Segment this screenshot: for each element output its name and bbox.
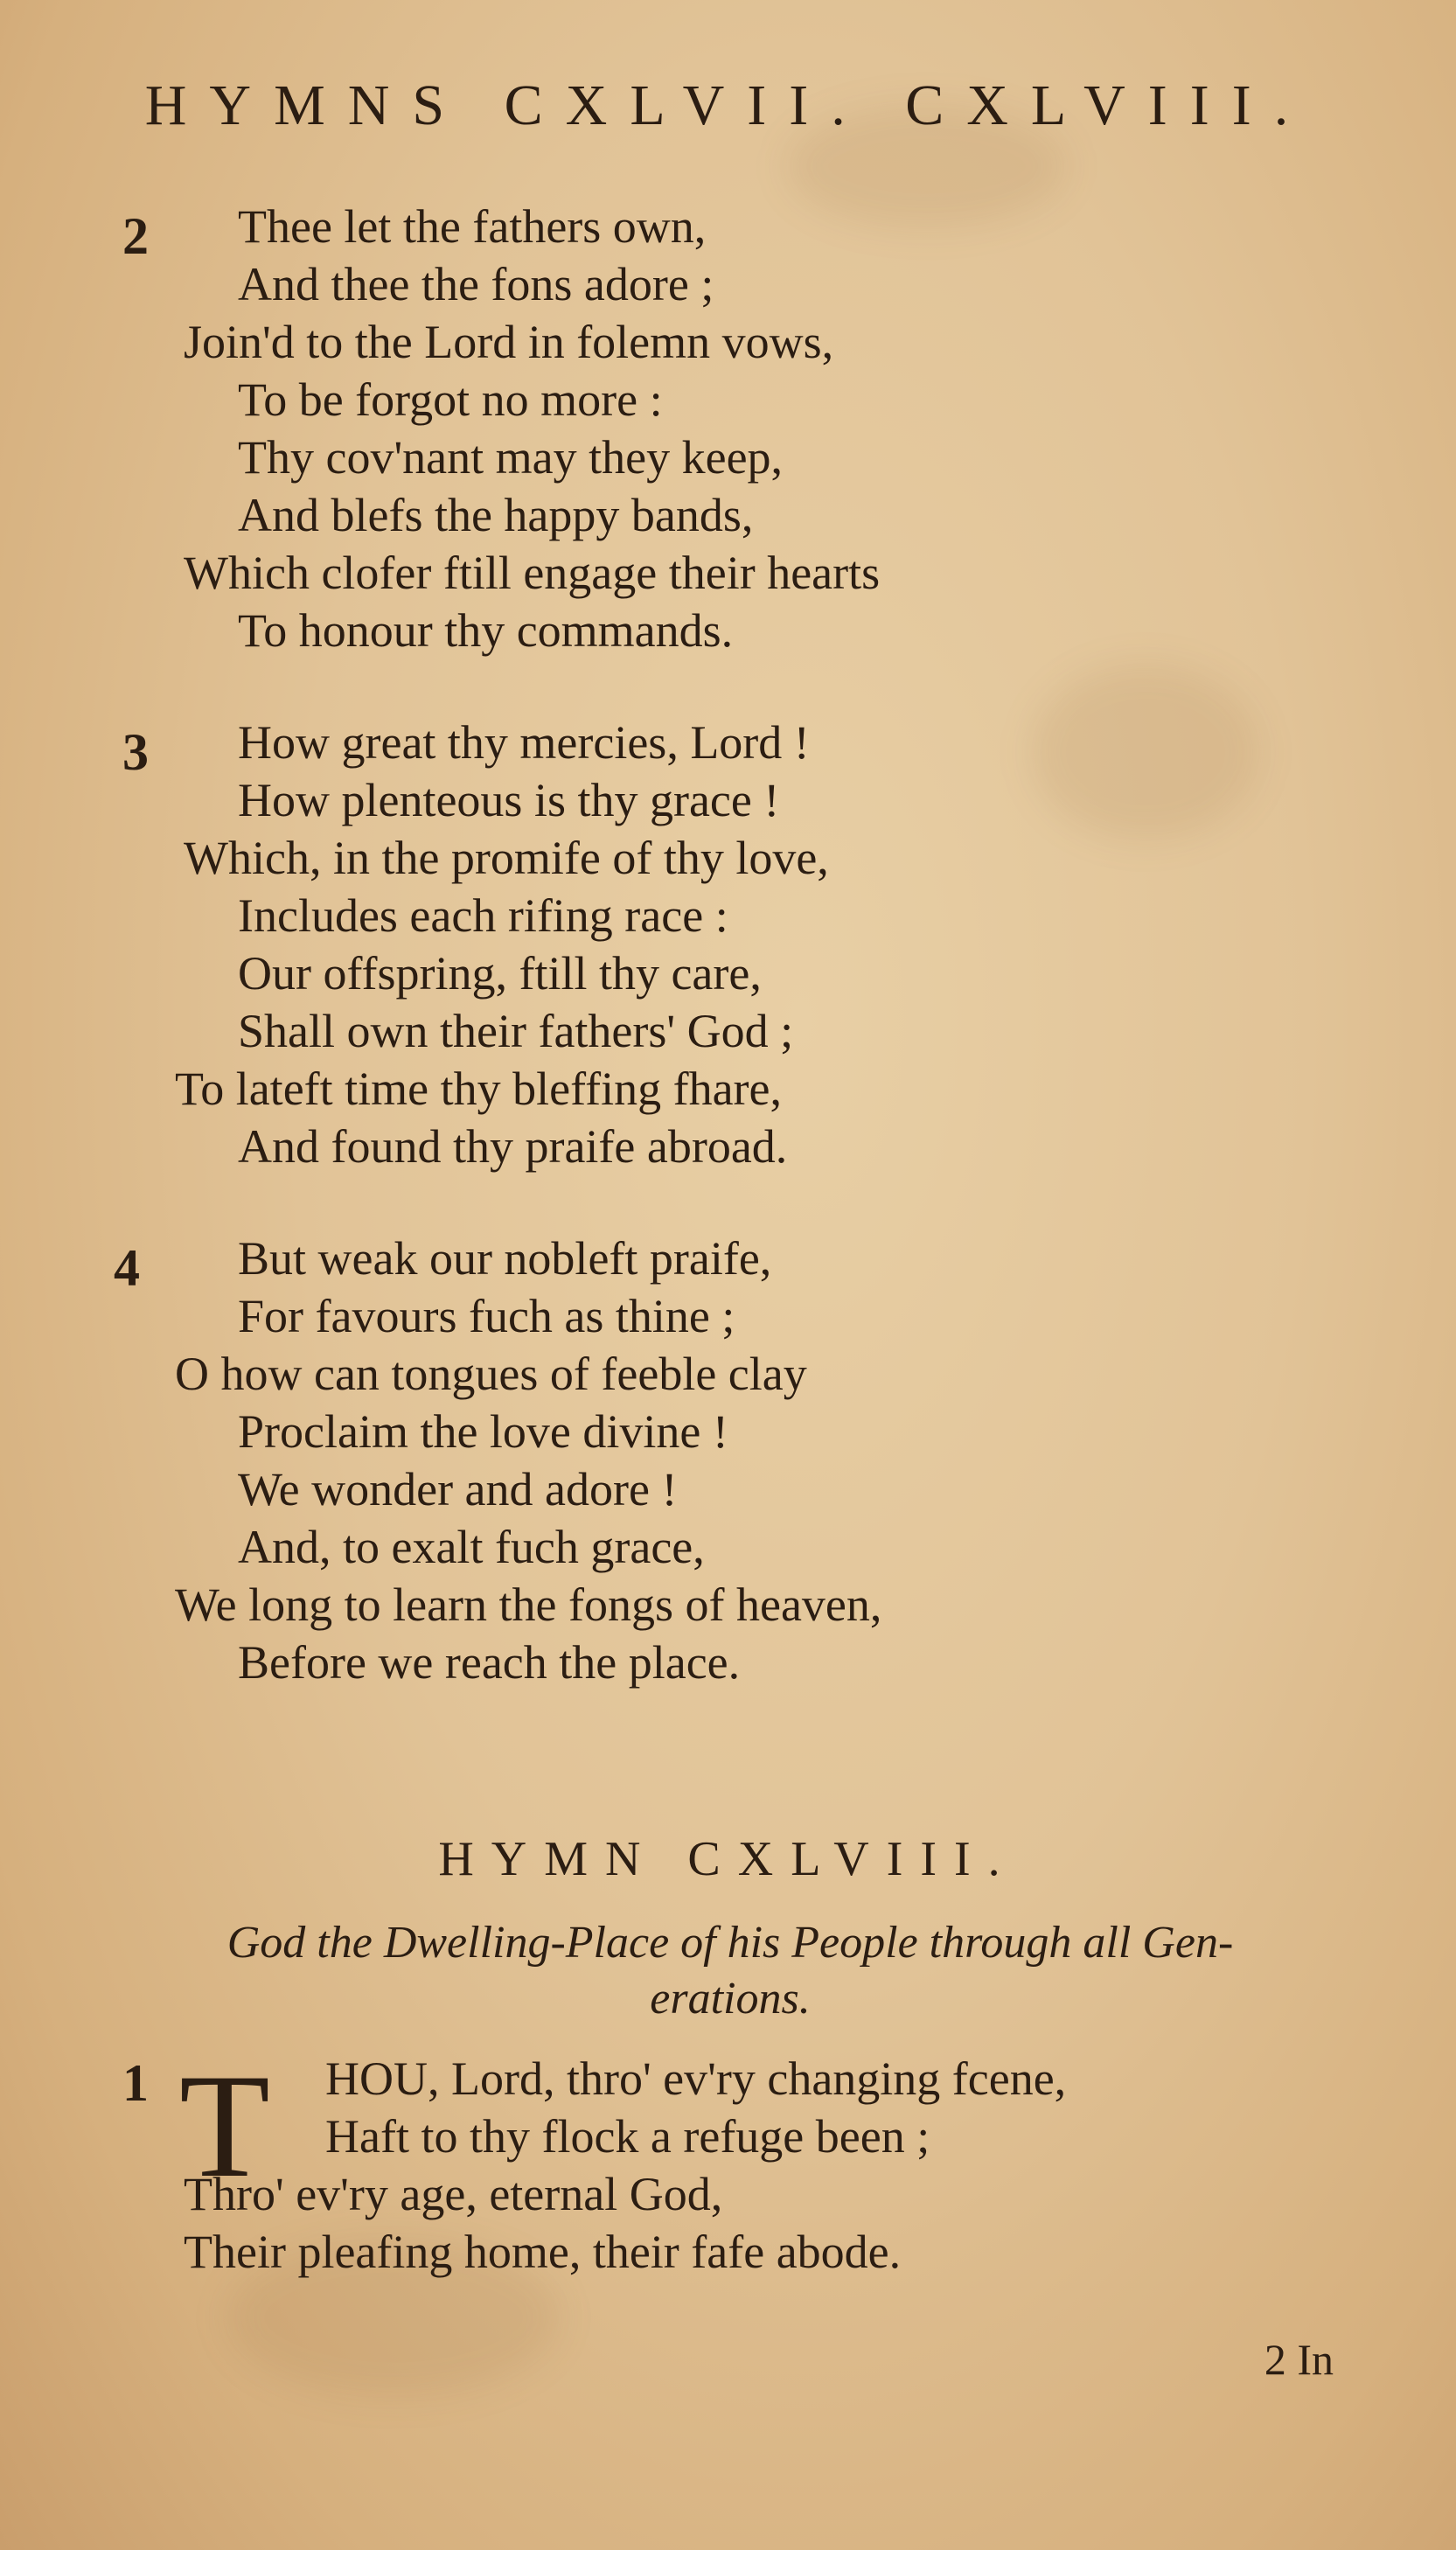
- hymn-subtitle: God the Dwelling-Place of his People through all Gen-: [226, 1918, 1234, 1968]
- verse-line: Before we reach the place.: [238, 1636, 741, 1689]
- verse-line: We wonder and adore !: [238, 1463, 678, 1515]
- verse-line: Our offspring, ftill thy care,: [238, 947, 762, 1000]
- hymn-title: HYMN CXLVIII.: [438, 1832, 1018, 1886]
- verse-line: Thee let the fathers own,: [238, 200, 707, 253]
- verse-line: To honour thy commands.: [238, 604, 734, 657]
- verse-line: Proclaim the love divine !: [238, 1405, 728, 1458]
- verse-line: And, to exalt fuch grace,: [238, 1521, 705, 1573]
- running-head: HYMNS CXLVII. CXLVIII.: [144, 73, 1312, 137]
- verse-line: Join'd to the Lord in folemn vows,: [184, 316, 834, 368]
- verse-line: For favours fuch as thine ;: [238, 1290, 735, 1342]
- verse-line: O how can tongues of feeble clay: [175, 1348, 807, 1400]
- verse-line: How plenteous is thy grace !: [238, 774, 780, 826]
- stanza-number: 4: [114, 1239, 140, 1297]
- verse-line: Haft to thy flock a refuge been ;: [325, 2110, 930, 2163]
- verse-line: But weak our nobleft praife,: [238, 1232, 772, 1285]
- stanza-number: 3: [122, 723, 149, 781]
- verse-line: HOU, Lord, thro' ev'ry changing fcene,: [325, 2052, 1067, 2105]
- verse-line: To be forgot no more :: [238, 373, 663, 426]
- verse-line: And blefs the happy bands,: [238, 489, 754, 541]
- verse-line: Shall own their fathers' God ;: [238, 1005, 794, 1057]
- verse-line: How great thy mercies, Lord !: [238, 716, 810, 769]
- verse-line: To lateft time thy bleffing fhare,: [175, 1062, 782, 1115]
- verse-line: And found thy praife abroad.: [238, 1120, 788, 1173]
- hymn-subtitle-continued: erations.: [650, 1974, 811, 2024]
- drop-cap: T: [179, 2044, 270, 2208]
- verse-line: Which, in the promife of thy love,: [184, 832, 829, 884]
- catchword: 2 In: [1264, 2335, 1334, 2384]
- verse-line: Which clofer ftill engage their hearts: [184, 547, 881, 599]
- verse-line: Includes each rifing race :: [238, 889, 728, 942]
- verse-line: And thee the fons adore ;: [238, 258, 714, 310]
- stanza-number: 2: [122, 207, 149, 265]
- verse-line: Thy cov'nant may they keep,: [238, 431, 784, 484]
- verse-line: We long to learn the fongs of heaven,: [175, 1578, 882, 1631]
- verse-line: Thro' ev'ry age, eternal God,: [184, 2168, 723, 2220]
- stanza-number: 1: [122, 2054, 149, 2112]
- verse-line: Their pleafing home, their fafe abode.: [184, 2226, 902, 2278]
